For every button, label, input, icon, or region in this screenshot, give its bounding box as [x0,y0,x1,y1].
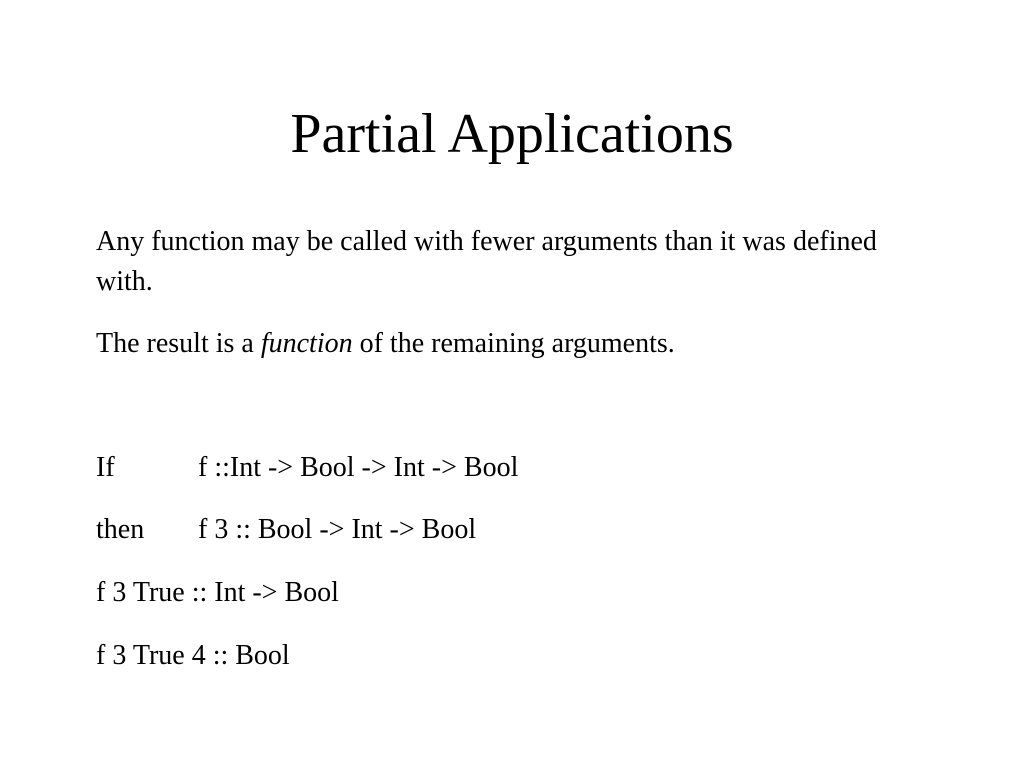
result-text-before: The result is a [96,328,261,359]
example-if-keyword: If [96,452,115,483]
example-line-3: f 3 True :: Int -> Bool [96,577,339,608]
example-then-keyword: then [96,514,145,545]
result-paragraph [96,324,896,364]
example-line-then [96,510,896,550]
result-emphasis: function [260,328,353,359]
intro-paragraph: Any function may be called with fewer arguments than it was defined with. [96,226,877,297]
slide-title: Partial Applications [290,103,734,165]
result-text-after: of the remaining arguments. [352,328,675,359]
example-line-4: f 3 True 4 :: Bool [96,640,290,671]
example-if-code: f ::Int -> Bool -> Int -> Bool [198,452,519,483]
example-then-code: f 3 :: Bool -> Int -> Bool [198,514,477,545]
example-line-if [96,448,896,488]
